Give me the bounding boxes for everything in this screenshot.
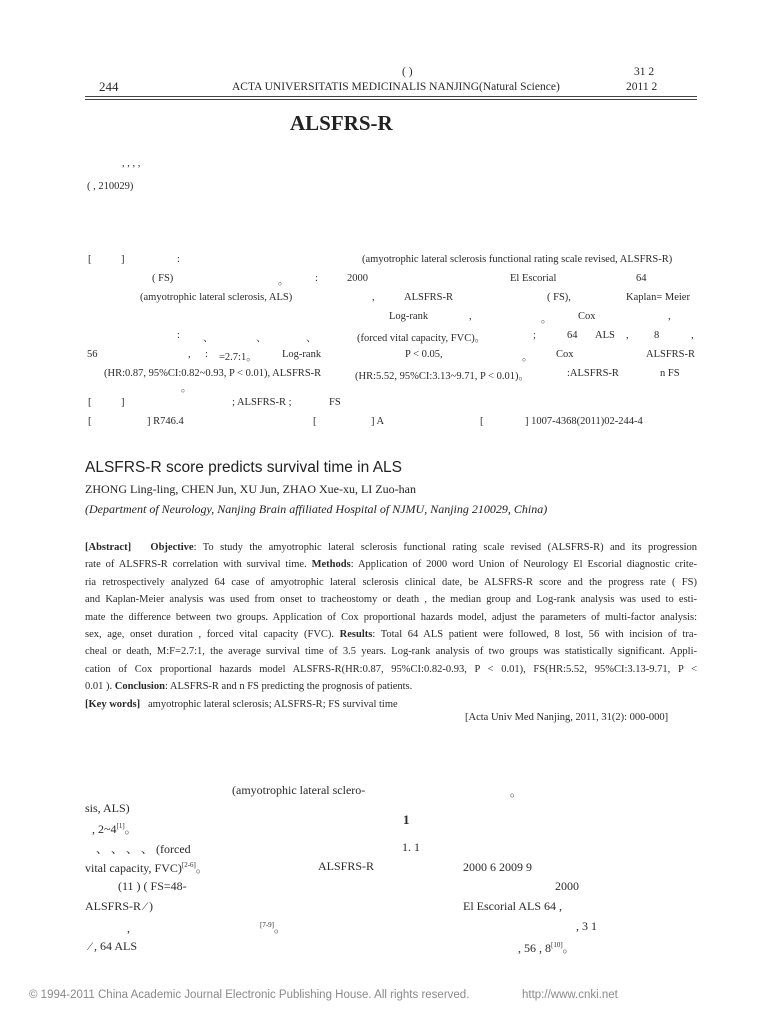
abstract-text: :ALSFRS-R — [567, 368, 619, 379]
abstract-text: ALS — [595, 330, 615, 341]
english-keywords: amyotrophic lateral sclerosis; ALSFRS-R; FS survival time — [148, 698, 398, 710]
abstract-text: Cox — [556, 349, 574, 360]
abstract-text: 。 — [541, 314, 552, 325]
abstract-line — [85, 556, 697, 573]
abstract-text: 。 — [522, 352, 533, 363]
abstract-text: ALSFRS-R — [404, 292, 454, 303]
body-text: El Escorial ALS 64 , — [463, 899, 562, 913]
body-text: , 2~4[1]。 — [92, 822, 137, 836]
body-text: 2000 — [555, 879, 579, 893]
english-title: ALSFRS-R score predicts survival time in ALS — [85, 459, 402, 476]
abstract-text: , — [469, 311, 472, 322]
affiliation: ( , 210029) — [87, 181, 134, 192]
citation-sup: [7-9] — [260, 921, 274, 929]
header-rule-thin — [85, 99, 697, 100]
abstract-line — [85, 678, 697, 695]
abstract-text: : — [177, 330, 180, 341]
abstract-line: and Kaplan-Meier analysis was used from onset to tracheostomy or death , the median group and Log-rank analysis was used to esti- — [85, 594, 697, 606]
abstract-text: 。 — [181, 383, 192, 394]
abstract-text: : — [205, 349, 208, 360]
body-text: , 3 1 — [576, 919, 597, 933]
header-rule — [85, 96, 697, 97]
citation: [Acta Univ Med Nanjing, 2011, 31(2): 000-000] — [465, 712, 669, 723]
abstract-text: 2000 — [347, 273, 368, 284]
header-volume: 31 2 — [634, 66, 655, 78]
abstract-text: (HR:0.87, 95%CI:0.82~0.93, P < 0.01), ALSFRS-R — [104, 368, 322, 379]
author-list: , , , , — [122, 158, 141, 169]
abstract-text: , — [691, 330, 694, 341]
abstract-text: P < 0.05, — [405, 349, 443, 360]
body-text: ALSFRS-R ⁄ ) — [85, 899, 154, 913]
journal-name: ACTA UNIVERSITATIS MEDICINALIS NANJING(Natural Science) — [232, 81, 560, 93]
abstract-line — [85, 626, 697, 643]
abstract-colon: : — [177, 254, 180, 265]
body-text: sis, ALS) — [85, 801, 130, 815]
abstract-line: cheal or death, M:F=2.7:1, the average survival time of 3.5 years. Log-rank analysis of two groups was statistically significant. Appli- — [85, 646, 697, 658]
body-text: 2000 6 2009 9 — [463, 860, 532, 874]
body-text: 。 — [510, 785, 523, 799]
citation-sup: [10] — [551, 941, 563, 949]
objective-label: Objective — [150, 542, 194, 553]
abstract-text: ( FS) — [152, 273, 174, 284]
abstract-text: Cox — [578, 311, 596, 322]
abstract-text: 64 — [567, 330, 578, 341]
doc-code-bracket: [ — [313, 416, 317, 427]
body-text: , [7-9]。 — [127, 921, 287, 935]
keywords-line — [85, 696, 697, 713]
abstract-text: (HR:5.52, 95%CI:3.13~9.71, P < 0.01)。 — [355, 371, 529, 382]
abstract-text: 、 — [306, 333, 317, 344]
body-text: (amyotrophic lateral sclero- — [232, 783, 366, 797]
body-text: , 56 , 8[10]。 — [518, 941, 575, 955]
body-text: ALSFRS-R — [318, 859, 375, 873]
section-number: 1 — [403, 812, 410, 827]
subsection-number: 1. 1 — [402, 840, 420, 854]
doc-code: ] A — [371, 416, 385, 427]
body-text: vital capacity, FVC)[2-6]。 — [85, 861, 208, 875]
abstract-text: =2.7:1。 — [219, 352, 257, 363]
abstract-text: ; — [533, 330, 536, 341]
keywords-text: ; ALSFRS-R ; — [232, 397, 292, 408]
abstract-bracket-open: [ — [88, 254, 92, 265]
methods-label: Methods — [311, 559, 351, 571]
keywords-label: [Key words] — [85, 698, 141, 710]
paper-title: ALSFRS-R — [290, 111, 393, 135]
abstract-text: Kaplan= Meier — [626, 292, 690, 303]
abstract-line: cation of Cox proportional hazards model ALSFRS-R(HR:0.87, 95%CI:0.82-0.93, P < 0.01), FS(HR:5.52, 95%CI:3.13-9.71, P < — [85, 663, 697, 675]
abstract-bracket-close: ] — [121, 254, 125, 265]
abstract-text: Log-rank — [282, 349, 322, 360]
abstract-line: mate the difference between two groups. Application of Cox proportional hazards model, adjust the parameters of multi-factor analysis: — [85, 611, 697, 623]
header-year-issue: 2011 2 — [626, 81, 658, 93]
abstract-text: 、 — [256, 333, 267, 344]
keywords-bracket-close: ] — [121, 397, 125, 408]
abstract-text: ( FS), — [547, 292, 571, 303]
abstract-text: : To study the amyotrophic lateral sclerosis functional rating scale revised (ALSFRS-R) and its progression — [193, 542, 697, 553]
abstract-label: [Abstract] — [85, 542, 132, 553]
citation-sup: [1] — [116, 822, 125, 830]
abstract-text: rate of ALSFRS-R correlation with survival time. — [85, 559, 312, 571]
article-id: ] 1007-4368(2011)02-244-4 — [525, 416, 643, 427]
body-text: ⁄ , 64 ALS — [89, 939, 138, 953]
keywords-bracket-open: [ — [88, 397, 92, 408]
abstract-text: 56 — [87, 349, 98, 360]
footer-url[interactable]: http://www.cnki.net — [522, 989, 618, 1001]
abstract-text: , — [372, 292, 375, 303]
abstract-text: El Escorial — [510, 273, 557, 284]
class-number: ] R746.4 — [147, 416, 184, 427]
page-number: 244 — [99, 79, 119, 94]
abstract-text: 。 — [278, 276, 289, 287]
abstract-text: (amyotrophic lateral sclerosis functional rating scale revised, ALSFRS-R) — [362, 254, 673, 265]
article-id-bracket: [ — [480, 416, 484, 427]
abstract-text: : — [315, 273, 318, 284]
abstract-text: 8 — [654, 330, 660, 341]
english-affiliation: (Department of Neurology, Nanjing Brain affiliated Hospital of NJMU, Nanjing 210029, China) — [85, 502, 548, 516]
abstract-text: Log-rank — [389, 311, 429, 322]
copyright-notice: © 1994-2011 China Academic Journal Electronic Publishing House. All rights reserved. — [29, 989, 470, 1001]
abstract-text: , — [668, 311, 671, 322]
class-bracket: [ — [88, 416, 92, 427]
results-label: Results — [339, 629, 373, 641]
abstract-text: : ALSFRS-R and n FS predicting the prognosis of patients. — [164, 681, 413, 693]
keywords-text: FS — [329, 397, 341, 408]
abstract-line: ria retrospectively analyzed 64 case of amyotrophic lateral sclerosis clinical date, be ALSFRS-R score and the progress rate ( FS) — [85, 576, 697, 588]
abstract-text: (forced vital capacity, FVC)。 — [357, 333, 486, 344]
abstract-text: 、 — [203, 333, 214, 344]
citation-sup: [2-6] — [181, 861, 196, 869]
english-abstract — [85, 539, 697, 713]
abstract-text: , — [188, 349, 191, 360]
abstract-text: : Application of 2000 word Union of Neurology El Escorial diagnostic crite- — [350, 559, 697, 571]
abstract-text: , — [626, 330, 629, 341]
abstract-line — [85, 539, 697, 556]
abstract-text: 0.01 ). — [85, 681, 115, 693]
abstract-text: 64 — [636, 273, 647, 284]
header-paren: ( ) — [402, 66, 413, 78]
abstract-text: n FS — [660, 368, 680, 379]
body-text: 、 、 、 、 (forced — [96, 842, 191, 856]
abstract-text: : Total 64 ALS patient were followed, 8 lost, 56 with incision of tra- — [372, 629, 697, 641]
abstract-text: sex, age, onset duration , forced vital capacity (FVC). — [85, 629, 340, 641]
english-authors: ZHONG Ling-ling, CHEN Jun, XU Jun, ZHAO Xue-xu, LI Zuo-han — [85, 482, 416, 496]
body-text: (11 ) ( FS=48- — [118, 879, 187, 893]
abstract-text: ALSFRS-R — [646, 349, 696, 360]
abstract-text: (amyotrophic lateral sclerosis, ALS) — [140, 292, 293, 303]
conclusion-label: Conclusion — [114, 681, 165, 693]
